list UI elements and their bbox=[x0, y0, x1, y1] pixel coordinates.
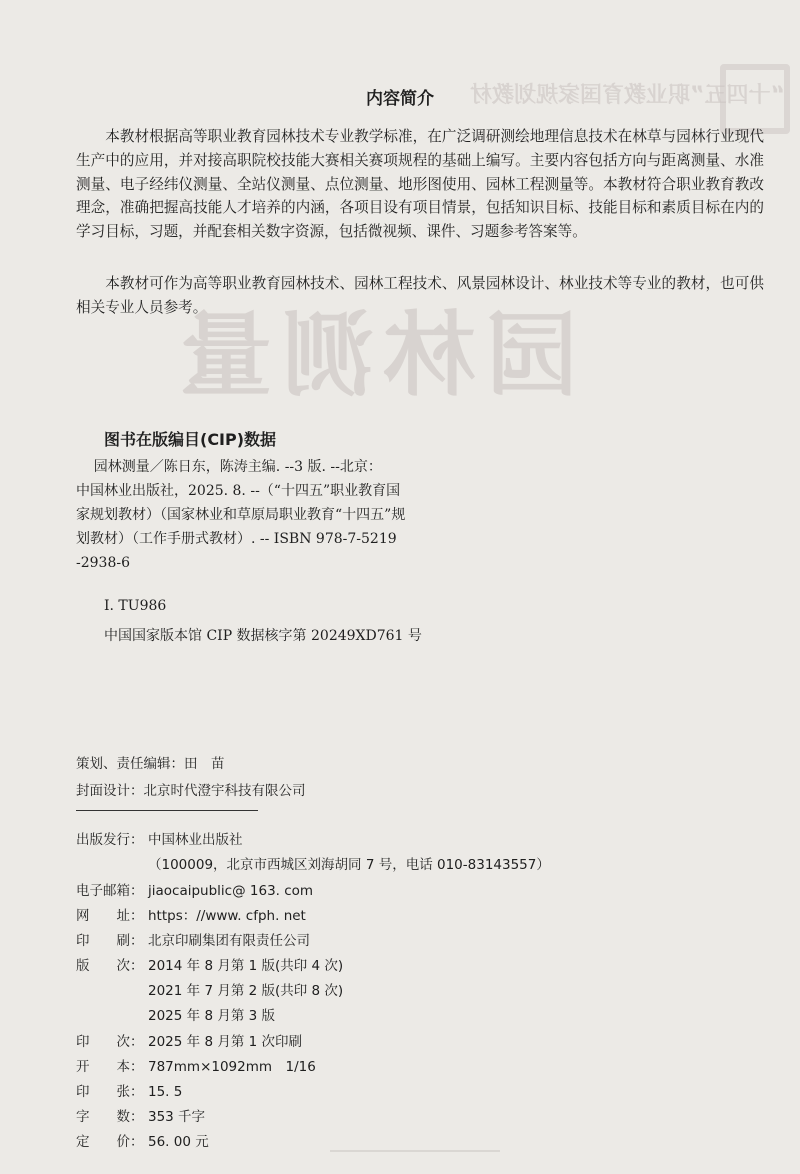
edition-value-2: 2021 年 7 月第 2 版(共印 8 次) bbox=[148, 983, 344, 999]
cip-line: 划教材）（工作手册式教材）. -- ISBN 978-7-5219 bbox=[76, 531, 397, 547]
printing-row bbox=[76, 1030, 302, 1050]
printing-label: 印 次： bbox=[76, 1034, 144, 1050]
bleed-through-series-text: “十四五”职业教育国家规划教材 bbox=[470, 83, 785, 108]
summary-paragraph-1: 本教材根据高等职业教育园林技术专业教学标准，在广泛调研测绘地理信息技术在林草与园林行业现代生产中的应用，并对接高职院校技能大赛相关赛项规程的基础上编写。主要内容包括方向与距离测量、水准测量、电子经纬仪测量、全站仪测量、点位测量、地形图使用、园林工程测量等。本教材符合职业教育教改理念，准确把握高技能人才培养的内涵，各项目设有项目情景，包括知识目标、技能目标和素质目标在内的学习目标，习题，并配套相关数字资源，包括微视频、课件、习题参考答案等。 bbox=[76, 128, 764, 241]
format-value: 787mm×1092mm 1/16 bbox=[148, 1059, 316, 1075]
website-value: https：//www. cfph. net bbox=[148, 908, 306, 924]
publisher-address: （100009，北京市西城区刘海胡同 7 号，电话 010-83143557） bbox=[148, 857, 550, 873]
format-label: 开 本： bbox=[76, 1059, 144, 1075]
bleed-through-footer bbox=[330, 1128, 500, 1152]
price-row bbox=[76, 1130, 209, 1150]
words-value: 353 千字 bbox=[148, 1109, 206, 1125]
edition-value-3: 2025 年 8 月第 3 版 bbox=[148, 1008, 275, 1024]
cip-line: 中国林业出版社，2025. 8. --（“十四五”职业教育国 bbox=[76, 483, 401, 499]
cip-record bbox=[76, 455, 476, 575]
edition-row bbox=[76, 954, 343, 974]
cip-line: -2938-6 bbox=[76, 555, 130, 571]
publisher-label: 出版发行： bbox=[76, 832, 144, 848]
price-value: 56. 00 元 bbox=[148, 1134, 209, 1150]
words-label: 字 数： bbox=[76, 1109, 144, 1125]
sheets-row bbox=[76, 1080, 182, 1100]
publisher-row bbox=[76, 828, 243, 848]
printing-value: 2025 年 8 月第 1 次印刷 bbox=[148, 1034, 302, 1050]
summary-title: 内容简介 bbox=[366, 89, 434, 109]
divider bbox=[76, 810, 258, 811]
printer-row bbox=[76, 929, 310, 949]
cip-heading: 图书在版编目(CIP)数据 bbox=[104, 430, 277, 449]
summary-paragraph-2: 本教材可作为高等职业教育园林技术、园林工程技术、风景园林设计、林业技术等专业的教材，也可供相关专业人员参考。 bbox=[76, 275, 764, 316]
bleed-through-watermark: 园林测量 bbox=[170, 302, 579, 409]
cip-line: 家规划教材）（国家林业和草原局职业教育“十四五”规 bbox=[76, 507, 406, 523]
email-row bbox=[76, 879, 313, 899]
website-label: 网 址： bbox=[76, 908, 144, 924]
edition-label: 版 次： bbox=[76, 958, 144, 974]
edition-value-1: 2014 年 8 月第 1 版(共印 4 次) bbox=[148, 958, 344, 974]
sheets-value: 15. 5 bbox=[148, 1084, 183, 1100]
website-row bbox=[76, 904, 306, 924]
format-row bbox=[76, 1055, 316, 1075]
email-label: 电子邮箱： bbox=[76, 883, 144, 899]
cover-design-credit: 封面设计：北京时代澄宇科技有限公司 bbox=[76, 783, 306, 799]
sheets-label: 印 张： bbox=[76, 1084, 144, 1100]
cip-classification: Ⅰ. TU986 bbox=[104, 598, 167, 614]
editor-credit: 策划、责任编辑：田 苗 bbox=[76, 756, 225, 772]
words-row bbox=[76, 1105, 205, 1125]
cip-registration-number: 中国国家版本馆 CIP 数据核字第 20249XD761 号 bbox=[104, 628, 422, 644]
printer-value: 北京印刷集团有限责任公司 bbox=[148, 933, 310, 949]
email-value: jiaocaipublic@ 163. com bbox=[148, 883, 314, 899]
price-label: 定 价： bbox=[76, 1134, 144, 1150]
printer-label: 印 刷： bbox=[76, 933, 144, 949]
publisher-value: 中国林业出版社 bbox=[148, 832, 243, 848]
cip-line: 园林测量／陈日东，陈涛主编. --3 版. --北京： bbox=[76, 459, 382, 475]
